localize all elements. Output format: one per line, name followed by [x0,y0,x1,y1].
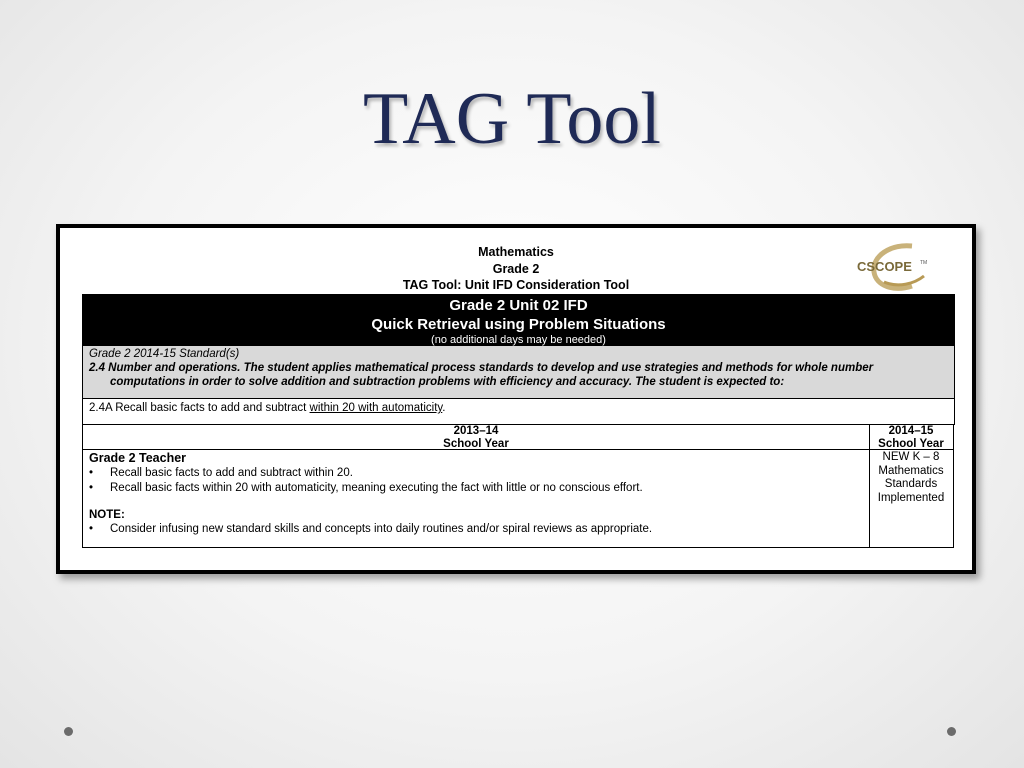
school-year-table [82,424,955,548]
status-line: NEW K – 8 [882,451,940,463]
student-expectation [82,398,955,425]
standard-text: 2.4 Number and operations. The student applies mathematical process standards to develop and use strategies and methods for whole number computations in order to solve addition and subtraction problems with efficiency and accuracy. The student is expected to: [89,362,874,388]
slide-title: TAG Tool [363,78,661,160]
document-header [60,244,972,294]
header-2014-15 [869,424,953,450]
list-item [89,522,869,537]
list-item-text: Recall basic facts within 20 with automaticity, meaning executing the fact with little or no conscious effort. [110,482,643,494]
list-item [89,481,869,496]
cscope-logo-icon [854,242,934,294]
list-item [89,466,869,481]
standard-section [82,346,955,399]
expectation-suffix: . [442,402,446,414]
column-2013-14 [82,424,870,548]
standard-heading: Grade 2 2014-15 Standard(s) [89,348,240,360]
implementation-status [869,450,953,505]
banner-title: Grade 2 Unit 02 IFD [449,297,588,314]
bullet-glyph: • [89,467,94,479]
note-title: NOTE: [89,509,125,521]
slide-decoration-dot-left [64,727,73,736]
document-image [56,224,976,574]
header-year-2014-15: 2014–15 [888,425,934,437]
header-label-2014-15: School Year [878,438,944,450]
list-item-text: Consider infusing new standard skills and concepts into daily routines and/or spiral reviews as appropriate. [110,523,653,535]
bullet-glyph: • [89,482,94,494]
teacher-title: Grade 2 Teacher [89,451,187,465]
list-item-text: Recall basic facts to add and subtract within 20. [110,467,353,479]
slide-decoration-dot-right [947,727,956,736]
svg-text:TM: TM [920,260,928,266]
column-2014-15 [869,424,954,548]
teacher-bullets [83,466,869,496]
header-2013-14 [83,424,869,450]
svg-text:CSCOPE: CSCOPE [857,259,912,274]
note-bullets [83,522,869,537]
cscope-logo [854,242,934,294]
header-label-2013-14: School Year [443,438,509,450]
header-tool-name: TAG Tool: Unit IFD Consideration Tool [402,278,630,292]
status-line: Standards [884,478,938,490]
expectation-underlined: within 20 with automaticity [309,402,443,414]
banner-note: (no additional days may be needed) [431,334,606,346]
header-year-2013-14: 2013–14 [453,425,499,437]
bullet-glyph: • [89,523,94,535]
banner-subtitle: Quick Retrieval using Problem Situations [371,316,666,333]
status-line: Implemented [877,491,945,504]
unit-banner [82,294,955,346]
header-subject: Mathematics [478,245,554,259]
expectation-prefix: 2.4A Recall basic facts to add and subtract [89,402,310,414]
expectation-text [83,398,954,415]
status-line: Mathematics [878,464,944,477]
header-grade: Grade 2 [492,261,540,276]
